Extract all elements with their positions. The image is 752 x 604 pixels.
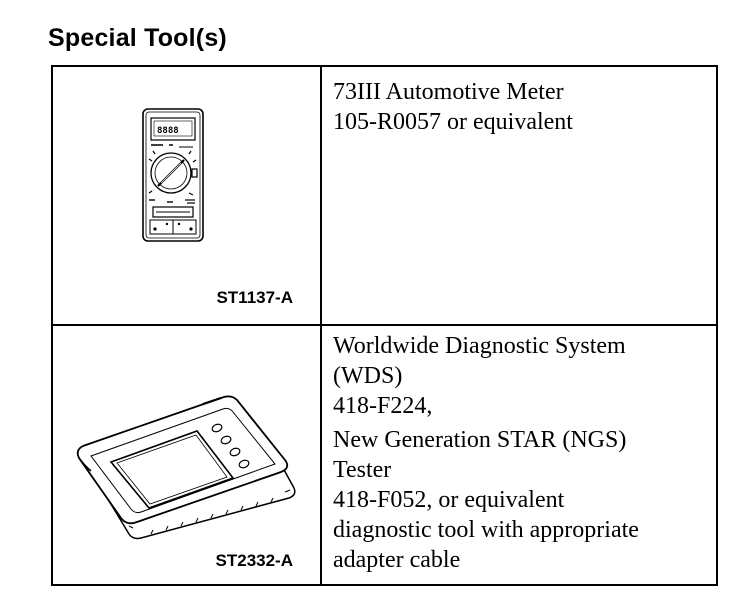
tool-description-cell bbox=[333, 67, 713, 324]
table-row bbox=[53, 67, 716, 324]
tool-description-cell bbox=[333, 326, 713, 584]
description-line: (WDS) bbox=[333, 363, 403, 389]
description-line: New Generation STAR (NGS) bbox=[333, 427, 627, 453]
tool-code: ST2332-A bbox=[215, 551, 293, 570]
description-line: Worldwide Diagnostic System bbox=[333, 333, 626, 359]
column-divider bbox=[320, 67, 322, 584]
tool-image-cell bbox=[53, 326, 320, 584]
description-group bbox=[333, 77, 713, 137]
svg-text:8888: 8888 bbox=[157, 126, 179, 136]
description-line: Tester bbox=[333, 457, 392, 483]
description-line: adapter cable bbox=[333, 547, 461, 573]
description-group bbox=[333, 425, 713, 575]
multimeter-icon bbox=[141, 107, 205, 243]
description-line: 418-F052, or equivalent bbox=[333, 487, 565, 513]
tool-code: ST1137-A bbox=[216, 288, 293, 307]
page-title: Special Tool(s) bbox=[48, 24, 227, 52]
description-line: 105-R0057 or equivalent bbox=[333, 109, 573, 135]
table-row bbox=[53, 326, 716, 584]
description-line: diagnostic tool with appropriate bbox=[333, 517, 639, 543]
description-line: 418-F224, bbox=[333, 393, 433, 419]
description-line: 73III Automotive Meter bbox=[333, 79, 564, 105]
special-tools-table bbox=[51, 65, 718, 586]
tool-image-cell bbox=[53, 67, 320, 324]
description-group bbox=[333, 331, 713, 421]
diagnostic-tester-icon bbox=[71, 376, 299, 541]
